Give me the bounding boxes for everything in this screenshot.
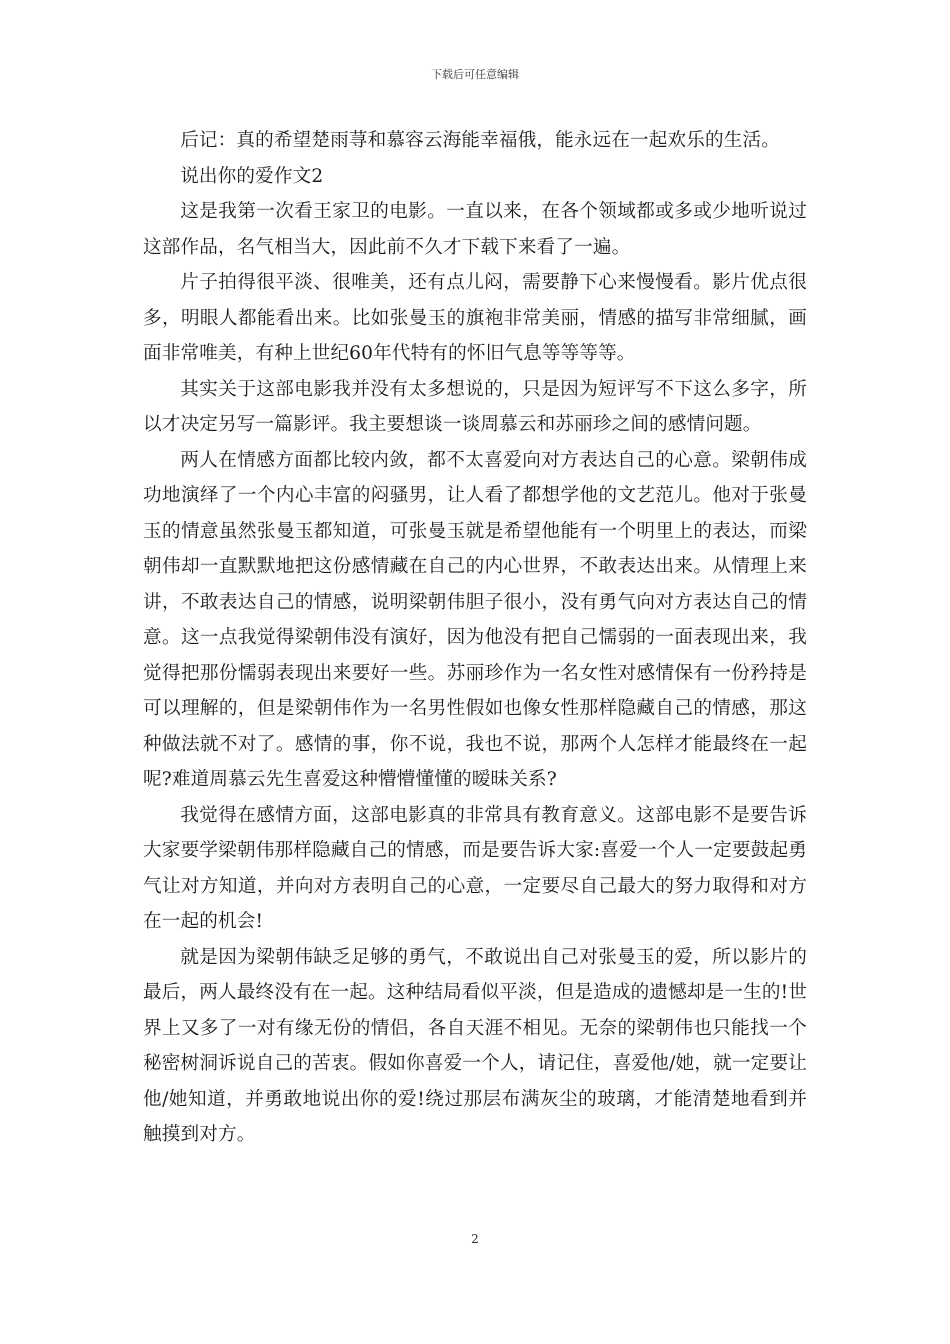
paragraph: 就是因为梁朝伟缺乏足够的勇气，不敢说出自己对张曼玉的爱，所以影片的最后，两人最终没有在一起。这种结局看似平淡，但是造成的遗憾却是一生的!世界上又多了一对有缘无份的情侣，各自天涯不相见。无奈的梁朝伟也只能找一个秘密树洞诉说自己的苦衷。假如你喜爱一个人，请记住，喜爱他/她，就一定要让他/她知道，并勇敢地说出你的爱!绕过那层布满灰尘的玻璃，才能清楚地看到并触摸到对方。 bbox=[143, 946, 807, 1145]
document-body bbox=[143, 123, 807, 1153]
page-number: 2 bbox=[471, 1232, 479, 1246]
paragraph: 片子拍得很平淡、很唯美，还有点儿闷，需要静下心来慢慢看。影片优点很多，明眼人都能看出来。比如张曼玉的旗袍非常美丽，情感的描写非常细腻，画面非常唯美，有种上世纪60年代特有的怀旧气息等等等等。 bbox=[143, 272, 807, 364]
paragraph-afterword: 后记：真的希望楚雨荨和慕容云海能幸福俄，能永远在一起欢乐的生活。 bbox=[180, 130, 780, 151]
paragraph: 这是我第一次看王家卫的电影。一直以来，在各个领域都或多或少地听说过这部作品，名气相当大，因此前不久才下载下来看了一遍。 bbox=[143, 201, 807, 258]
paragraph: 其实关于这部电影我并没有太多想说的，只是因为短评写不下这么多字，所以才决定另写一篇影评。我主要想谈一谈周慕云和苏丽珍之间的感情问题。 bbox=[143, 378, 807, 435]
page-header: 下载后可任意编辑 bbox=[431, 68, 519, 81]
paragraph: 我觉得在感情方面，这部电影真的非常具有教育意义。这部电影不是要告诉大家要学梁朝伟那样隐藏自己的情感，而是要告诉大家:喜爱一个人一定要鼓起勇气让对方知道，并向对方表明自己的心意，一定要尽自己最大的努力取得和对方在一起的机会! bbox=[143, 804, 807, 932]
paragraph: 两人在情感方面都比较内敛，都不太喜爱向对方表达自己的心意。梁朝伟成功地演绎了一个内心丰富的闷骚男，让人看了都想学他的文艺范儿。他对于张曼玉的情意虽然张曼玉都知道，可张曼玉就是希望他能有一个明里上的表达，而梁朝伟却一直默默地把这份感情藏在自己的内心世界，不敢表达出来。从情理上来讲，不敢表达自己的情感，说明梁朝伟胆子很小，没有勇气向对方表达自己的情意。这一点我觉得梁朝伟没有演好，因为他没有把自己懦弱的一面表现出来，我觉得把那份懦弱表现出来要好一些。苏丽珍作为一名女性对感情保有一份矜持是可以理解的，但是梁朝伟作为一名男性假如也像女性那样隐藏自己的情感，那这种做法就不对了。感情的事，你不说，我也不说，那两个人怎样才能最终在一起呢?难道周慕云先生喜爱这种懵懵懂懂的暧昧关系? bbox=[143, 449, 807, 790]
section-title: 说出你的爱作文2 bbox=[180, 165, 324, 187]
